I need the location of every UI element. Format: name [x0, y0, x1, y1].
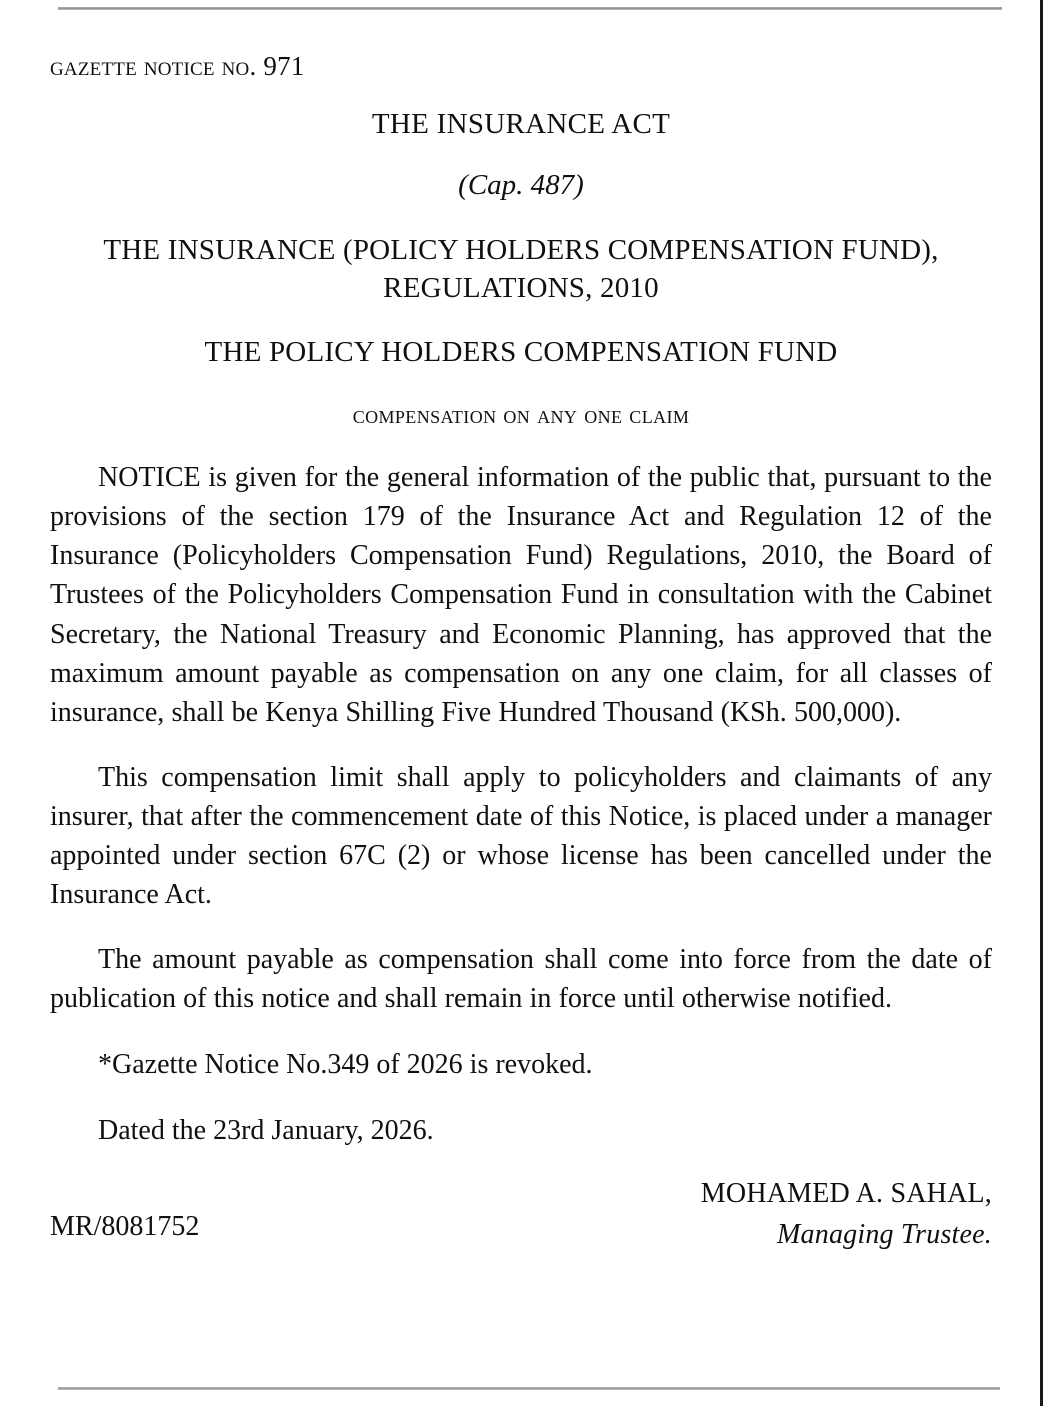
body-paragraph-2: This compensation limit shall apply to policyholders and claimants of any insurer, that after the commencement date of this Notice, is placed under a manager appointed under section 67C (2) or whose license has been cancelled under the Insurance Act.	[50, 761, 992, 910]
revocation-note: *Gazette Notice No.349 of 2026 is revoked.	[98, 1048, 593, 1080]
body-paragraph-3: The amount payable as compensation shall come into force from the date of publication of this notice and shall remain in force until otherwise notified.	[50, 943, 992, 1014]
fund-title: THE POLICY HOLDERS COMPENSATION FUND	[204, 336, 838, 369]
document-content-column	[50, 0, 992, 1250]
gazette-notice-number: gazette notice no. 971	[50, 51, 305, 81]
document-reference-code: MR/8081752	[50, 1211, 200, 1243]
act-title: THE INSURANCE ACT	[371, 108, 671, 141]
reference-row	[50, 1209, 992, 1246]
body-paragraph-1: NOTICE is given for the general information of the public that, pursuant to the provisions of the section 179 of the Insurance Act and Regulation 12 of the Insurance (Policyholders Compensation Fund) Regulations, 2010, the Board of Trustees of the Policyholders Compensation Fund in consultation with the Cabinet Secretary, the National Treasury and Economic Planning, has approved that the maximum amount payable as compensation on any one claim, for all classes of insurance, shall be Kenya Shilling Five Hundred Thousand (KSh. 500,000).	[50, 462, 992, 728]
page-right-edge-line	[1040, 0, 1043, 1406]
signatory-name: MOHAMED A. SAHAL,	[700, 1177, 992, 1209]
compensation-subheading: compensation on any one claim	[352, 400, 690, 430]
cap-reference: (Cap. 487)	[458, 168, 584, 201]
bottom-horizontal-rule	[58, 1387, 1000, 1390]
dated-line: Dated the 23rd January, 2026.	[98, 1114, 434, 1146]
regulations-title: THE INSURANCE (POLICY HOLDERS COMPENSATION FUND), REGULATIONS, 2010	[103, 233, 939, 305]
signatory-role: Managing Trustee.	[777, 1218, 992, 1250]
